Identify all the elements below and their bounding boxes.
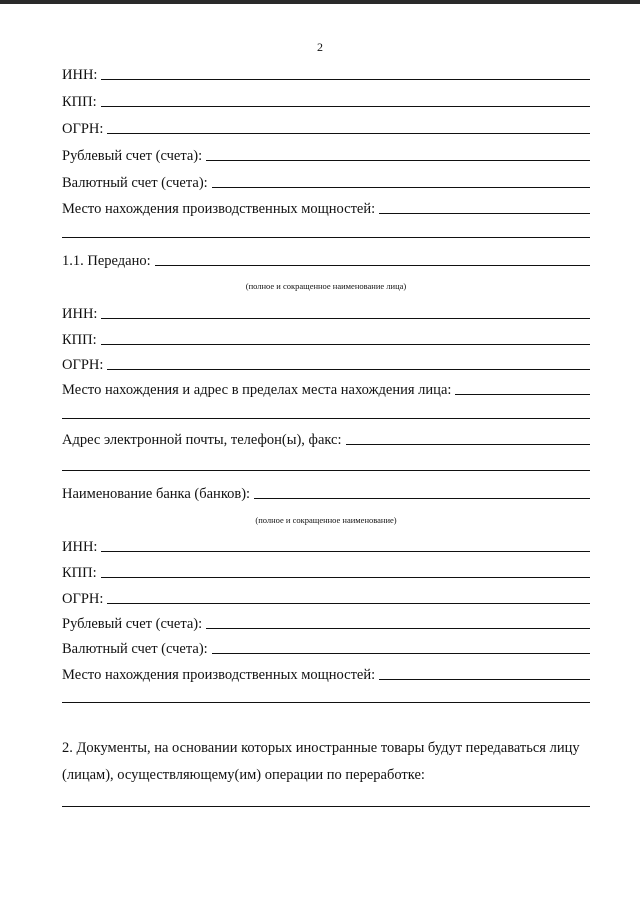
inn-label: ИНН: [62,67,98,83]
fill-line [212,187,590,188]
inn-field-2[interactable] [62,303,590,323]
location-field[interactable] [62,379,590,399]
bank-ogrn-field[interactable] [62,588,590,608]
location-continuation-line[interactable] [62,418,590,419]
fill-line [212,653,590,654]
bank-name-hint: (полное и сокращенное наименование) [255,515,397,525]
contacts-continuation-line[interactable] [62,470,590,471]
fill-line [107,603,590,604]
fill-line [206,628,590,629]
fill-line [455,394,590,395]
fill-line [155,265,590,266]
fill-line [101,79,590,80]
fill-line [107,133,590,134]
fill-line [101,318,590,319]
bank-field[interactable] [62,483,590,503]
fill-line [107,369,590,370]
bank-kpp-field[interactable] [62,562,590,582]
fill-line [346,444,590,445]
fill-line [379,213,590,214]
production-site-field-2[interactable] [62,664,590,684]
documents-fill-line[interactable] [62,806,590,807]
fx-account-field[interactable] [62,172,590,192]
bank-inn-field[interactable] [62,536,590,556]
inn-field[interactable] [62,64,590,84]
rub-account-field-2[interactable] [62,613,590,633]
fx-account-field-2[interactable] [62,638,590,658]
ogrn-label: ОГРН: [62,591,104,607]
name-hint: (полное и сокращенное наименование лица) [245,281,407,291]
kpp-label: КПП: [62,565,97,581]
rub-account-field[interactable] [62,145,590,165]
bank-label: Наименование банка (банков): [62,486,251,502]
production-site-continuation-line-2[interactable] [62,702,590,703]
fill-line [101,344,590,345]
kpp-label: КПП: [62,94,97,110]
fill-line [379,679,590,680]
page-number: 2 [317,40,323,54]
inn-label: ИНН: [62,539,98,555]
fx-account-label: Валютный счет (счета): [62,641,208,657]
inn-label: ИНН: [62,306,98,322]
ogrn-field-2[interactable] [62,354,590,374]
location-label: Место нахождения и адрес в пределах места нахождения лица: [62,382,452,398]
production-site-label: Место нахождения производственных мощностей: [62,667,376,683]
fill-line [101,106,590,107]
scan-top-edge [0,0,640,4]
production-site-field[interactable] [62,198,590,218]
rub-account-label: Рублевый счет (счета): [62,148,203,164]
section-2-line-2: (лицам), осуществляющему(им) операции по переработке: [62,767,425,783]
rub-account-label: Рублевый счет (счета): [62,616,203,632]
transferred-field[interactable] [62,250,590,270]
ogrn-label: ОГРН: [62,121,104,137]
fill-line [101,551,590,552]
production-site-label: Место нахождения производственных мощностей: [62,201,376,217]
ogrn-field[interactable] [62,118,590,138]
transferred-label: 1.1. Передано: [62,253,151,269]
kpp-field-2[interactable] [62,329,590,349]
fill-line [254,498,590,499]
contacts-label: Адрес электронной почты, телефон(ы), факс: [62,432,342,448]
kpp-field[interactable] [62,91,590,111]
section-2-line-1: 2. Документы, на основании которых иностранные товары будут передаваться лицу [62,740,580,756]
production-site-continuation-line[interactable] [62,237,590,238]
fill-line [206,160,590,161]
ogrn-label: ОГРН: [62,357,104,373]
fx-account-label: Валютный счет (счета): [62,175,208,191]
kpp-label: КПП: [62,332,97,348]
fill-line [101,577,590,578]
contacts-field[interactable] [62,429,590,449]
